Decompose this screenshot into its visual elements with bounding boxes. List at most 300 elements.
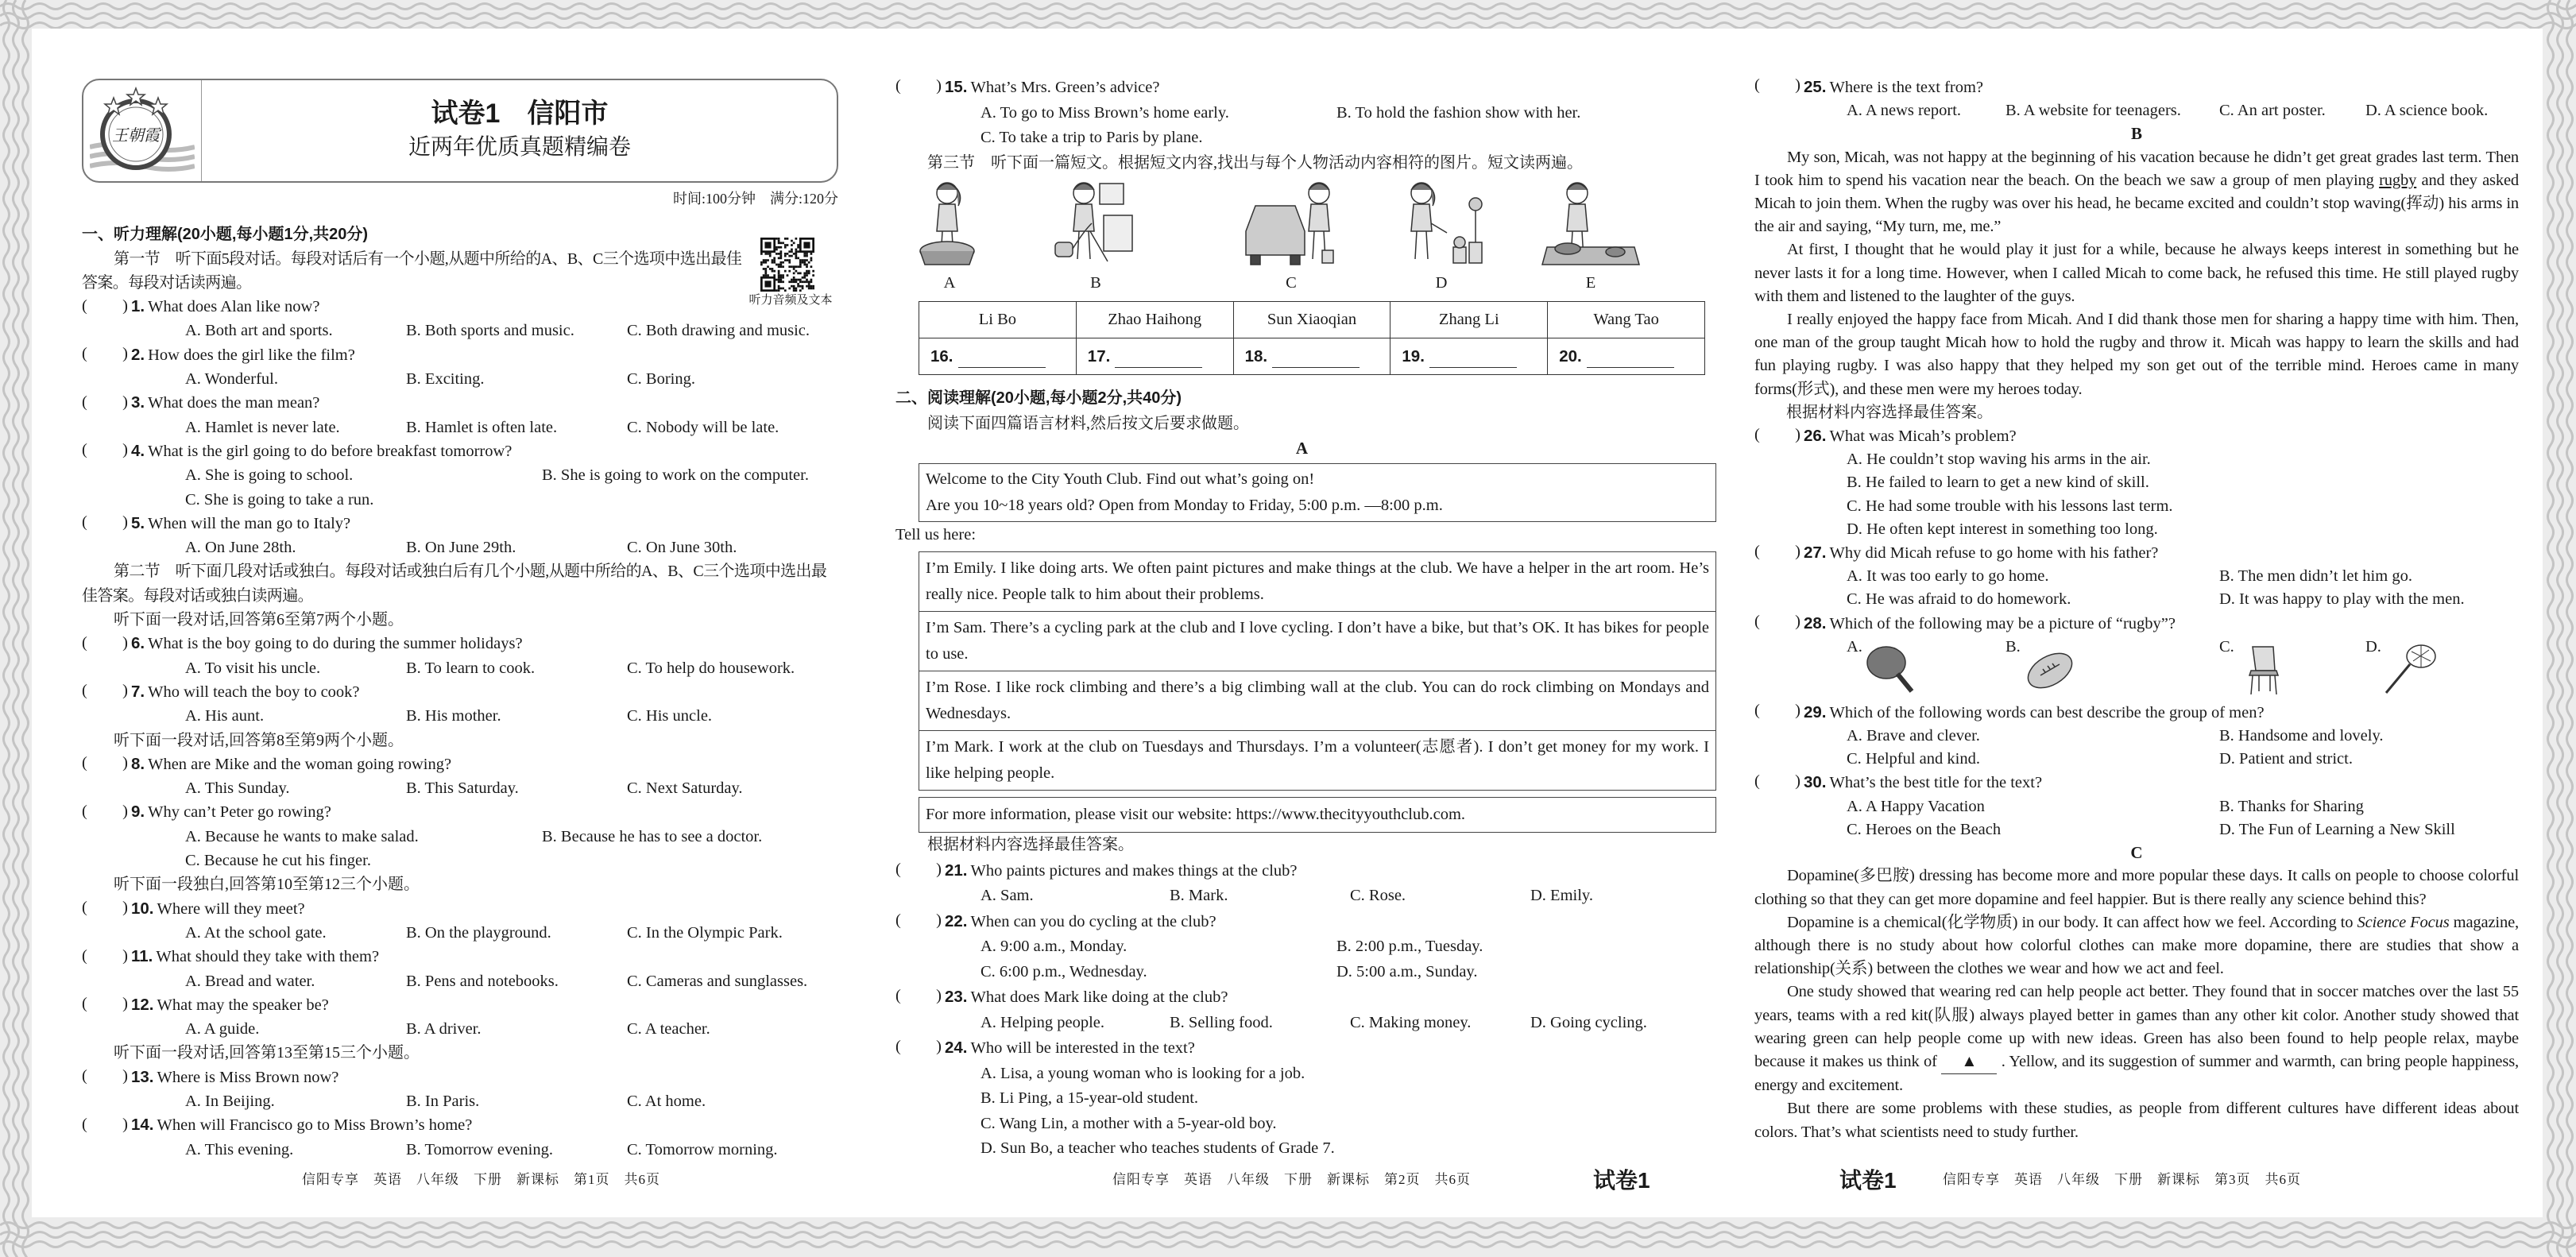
- answer-instruction: 根据材料内容选择最佳答案。: [927, 836, 1134, 853]
- answer-blank[interactable]: [1754, 772, 1804, 788]
- option-b[interactable]: B. Hamlet is often late.: [406, 418, 558, 436]
- question-text: How does the girl like the film?: [148, 346, 355, 364]
- option-a[interactable]: A. Brave and clever.: [1847, 727, 1980, 745]
- person-name: Li Bo: [919, 302, 1077, 338]
- option-row: [82, 1089, 838, 1113]
- option-b[interactable]: B. Tomorrow evening.: [406, 1140, 553, 1158]
- box-text: I’m Emily. I like doing arts. We often paint pictures and make things at the club. We have a helper in the art room. He’s really nice. People talk to him about their problems.: [926, 559, 1709, 603]
- sub-instruction: 听下面一段对话,回答第6至第7两个小题。: [114, 611, 404, 629]
- question-text: What does Mark like doing at the club?: [970, 988, 1228, 1006]
- option-row: [1754, 795, 2519, 818]
- question-text: When will Francisco go to Miss Brown’s home?: [157, 1116, 473, 1135]
- question-26: [1754, 424, 2519, 541]
- question-24: [895, 1035, 1708, 1162]
- answer-blank[interactable]: [895, 76, 945, 93]
- option-row: [895, 1136, 1708, 1162]
- question-stem: [82, 512, 838, 536]
- option-row: [1754, 518, 2519, 541]
- answer-blank[interactable]: [895, 859, 945, 876]
- picture-label: A: [943, 274, 956, 292]
- question-stem: [1754, 541, 2519, 565]
- question-text: When will the man go to Italy?: [148, 514, 351, 532]
- answer-blank[interactable]: [895, 910, 945, 926]
- question-stem: [895, 75, 1708, 101]
- option-row: [82, 849, 838, 872]
- option-row: [1754, 748, 2519, 771]
- passage-title: C: [2130, 843, 2143, 863]
- question-number: 14.: [131, 1116, 154, 1135]
- question-10: [82, 897, 838, 946]
- option-row: [82, 776, 838, 800]
- option-b[interactable]: B. Handsome and lovely.: [2219, 727, 2384, 745]
- option-b[interactable]: B. His mother.: [406, 707, 501, 725]
- question-stem: [82, 993, 838, 1017]
- option-a[interactable]: A. A news report.: [1847, 102, 1962, 120]
- option-c[interactable]: C. Wang Lin, a mother with a 5-year-old boy.: [981, 1114, 1277, 1132]
- answer-line[interactable]: [1272, 346, 1360, 368]
- option-a[interactable]: A. She is going to school.: [185, 466, 354, 485]
- answer-cell[interactable]: [1233, 338, 1390, 375]
- option-b[interactable]: B. Both sports and music.: [406, 322, 574, 340]
- question-text: Who will be interested in the text?: [970, 1039, 1195, 1057]
- qr-code[interactable]: [760, 238, 814, 292]
- answer-blank[interactable]: [895, 986, 945, 1003]
- box-text: Welcome to the City Youth Club. Find out what’s going on! Are you 10~18 years old? Open from Monday to Friday, 5:00 p.m. —8:00 p.m.: [926, 470, 1443, 514]
- answer-blank[interactable]: [1754, 542, 1804, 559]
- person-name: Wang Tao: [1548, 302, 1705, 338]
- option-row: [895, 101, 1708, 126]
- question-number: 2.: [131, 345, 145, 364]
- question-text: What is the boy going to do during the summer holidays?: [148, 635, 523, 653]
- option-d[interactable]: D. Emily.: [1530, 887, 1593, 904]
- option-a[interactable]: A. In Beijing.: [185, 1092, 275, 1110]
- svg-text:王朝霞: 王朝霞: [112, 126, 160, 145]
- option-d[interactable]: D. He often kept interest in something too long.: [1847, 520, 2158, 538]
- option-row: [82, 463, 838, 487]
- club-welcome-box: [919, 463, 1716, 522]
- option-row: [82, 825, 838, 849]
- option-row: [895, 1011, 1708, 1036]
- option-b[interactable]: B. 2:00 p.m., Tuesday.: [1336, 938, 1483, 955]
- person-name: Zhang Li: [1390, 302, 1548, 338]
- option-row: [82, 367, 838, 391]
- passage-paragraph: I really enjoyed the happy face from Micah. And I did thank those men for sharing a happy time with him. Then, one man of the group taught Micah how to hold the rugby and throw it. Micah was happy to learn the skills and had fun playing rugby. I was also happy that they helped my son get out of the terrible mind. Heroes came in many forms(形式), and these men were my heroes today.: [1754, 311, 2519, 398]
- sub-instruction: 听下面一段对话,回答第13至第15三个小题。: [114, 1044, 420, 1062]
- option-a[interactable]: A. This Sunday.: [185, 779, 290, 798]
- option-b[interactable]: B. Selling food.: [1170, 1013, 1273, 1031]
- option-b[interactable]: [2005, 636, 2021, 659]
- answer-blank[interactable]: [82, 680, 131, 697]
- answer-instruction: 根据材料内容选择最佳答案。: [1786, 403, 1993, 421]
- question-23: [895, 984, 1708, 1035]
- publisher-logo: [90, 85, 195, 177]
- time-and-score: 时间:100分钟 满分:120分: [672, 191, 838, 207]
- option-c[interactable]: C. Boring.: [627, 370, 695, 389]
- option-b[interactable]: B. A driver.: [406, 1020, 482, 1038]
- question-stem: [82, 800, 838, 824]
- option-b[interactable]: B. The men didn’t let him go.: [2219, 567, 2412, 586]
- option-c[interactable]: C. He had some trouble with his lessons last term.: [1847, 497, 2173, 515]
- question-stem: [82, 945, 838, 969]
- question-number: 13.: [131, 1067, 154, 1086]
- footer-page-3: 信阳专享 英语 八年级 下册 新课标 第3页 共6页: [1943, 1172, 2301, 1187]
- question-number: 11.: [131, 947, 153, 966]
- question-number: 28.: [1804, 613, 1827, 632]
- paper-title: 试卷1 信阳市: [431, 99, 609, 129]
- passage-paragraph: At first, I thought that he would play it just for a while, because he always keeps interest in something but he never lasts it for a long time. However, when I called Micah to come back, he refused this time. He still played rugby with them and listened to the laughter of the guys.: [1754, 241, 2519, 305]
- option-c[interactable]: C. Helpful and kind.: [1847, 750, 1980, 768]
- option-b[interactable]: B. Mark.: [1170, 887, 1228, 904]
- option-row: [895, 960, 1708, 985]
- option-a[interactable]: A. Because he wants to make salad.: [185, 827, 419, 845]
- matching-table: [919, 301, 1705, 375]
- answer-blank[interactable]: [82, 1066, 131, 1082]
- question-30: [1754, 771, 2519, 841]
- question-14: [82, 1113, 838, 1162]
- option-c[interactable]: C. Because he cut his finger.: [185, 852, 371, 870]
- image-options: [1847, 636, 2519, 701]
- answer-line[interactable]: [1115, 346, 1202, 368]
- question-stem: [82, 752, 838, 776]
- option-a[interactable]: A. Wonderful.: [185, 370, 278, 389]
- question-number: 23.: [945, 988, 968, 1006]
- option-a[interactable]: A. Helping people.: [981, 1013, 1104, 1031]
- boy-washing-car-picture: [1240, 176, 1343, 271]
- question-text: Where is the text from?: [1829, 79, 1984, 96]
- activity-pictures: [895, 176, 1708, 296]
- question-text: What’s Mrs. Green’s advice?: [970, 79, 1160, 96]
- option-b[interactable]: B. He failed to learn to get a new kind of skill.: [1847, 474, 2149, 492]
- box-text: I’m Mark. I work at the club on Tuesdays and Thursdays. I’m a volunteer(志愿者). I don’t get money for my work. I like helping people.: [919, 730, 1715, 790]
- question-1: [82, 295, 838, 343]
- question-text: Where is Miss Brown now?: [157, 1068, 339, 1086]
- question-22: [895, 909, 1708, 985]
- question-text: Which of the following words can best describe the group of men?: [1829, 703, 2265, 721]
- question-21: [895, 858, 1708, 909]
- boy-cooking-picture: [1539, 176, 1642, 271]
- option-c[interactable]: C. To help do housework.: [627, 659, 795, 677]
- paper-tag-page-3: 试卷1: [1839, 1168, 1897, 1193]
- question-number: 25.: [1804, 78, 1827, 96]
- option-a[interactable]: A. Bread and water.: [185, 972, 315, 990]
- option-b[interactable]: B. To learn to cook.: [406, 659, 536, 677]
- option-c[interactable]: C. An art poster.: [2219, 102, 2326, 120]
- option-c[interactable]: C. Both drawing and music.: [627, 322, 810, 340]
- option-b[interactable]: B. This Saturday.: [406, 779, 519, 798]
- answer-blank[interactable]: [1754, 425, 1804, 442]
- footer-page-2: 信阳专享 英语 八年级 下册 新课标 第2页 共6页: [1112, 1172, 1471, 1187]
- option-d[interactable]: D. Sun Bo, a teacher who teaches students of Grade 7.: [981, 1139, 1335, 1157]
- option-d[interactable]: D. 5:00 a.m., Sunday.: [1336, 962, 1478, 980]
- option-row: [1754, 495, 2519, 518]
- question-text: Why did Micah refuse to go home with his father?: [1829, 544, 2159, 563]
- option-b[interactable]: B. A website for teenagers.: [2005, 102, 2181, 120]
- question-stem: [895, 984, 1708, 1011]
- answer-cell[interactable]: [1548, 338, 1705, 375]
- question-3: [82, 391, 838, 439]
- question-13: [82, 1066, 838, 1114]
- question-text: What’s the best title for the text?: [1829, 774, 2043, 792]
- question-text: When are Mike and the woman going rowing?: [148, 755, 452, 773]
- option-b[interactable]: B. Li Ping, a 15-year-old student.: [981, 1089, 1199, 1107]
- question-text: Who paints pictures and makes things at the club?: [970, 861, 1298, 880]
- option-row: [1754, 565, 2519, 588]
- question-number: 21.: [945, 861, 968, 880]
- option-c[interactable]: C. His uncle.: [627, 707, 713, 725]
- option-c[interactable]: C. At home.: [627, 1092, 706, 1110]
- option-row: [1754, 588, 2519, 611]
- option-a[interactable]: A. He couldn’t stop waving his arms in the air.: [1847, 451, 2151, 469]
- answer-line[interactable]: [1587, 346, 1674, 368]
- question-number: 10.: [131, 899, 154, 918]
- option-c[interactable]: C. 6:00 p.m., Wednesday.: [981, 962, 1147, 980]
- option-row: [895, 1112, 1708, 1137]
- option-c[interactable]: C. Nobody will be late.: [627, 418, 779, 436]
- option-row: [82, 969, 838, 993]
- page-2-column: [895, 75, 1708, 1162]
- option-c[interactable]: [2219, 636, 2234, 659]
- option-b[interactable]: B. In Paris.: [406, 1092, 480, 1110]
- option-row: [1754, 471, 2519, 494]
- question-4: [82, 439, 838, 512]
- option-c[interactable]: C. A teacher.: [627, 1020, 710, 1038]
- option-d[interactable]: D. Patient and strict.: [2219, 750, 2353, 768]
- footer-page-1: 信阳专享 英语 八年级 下册 新课标 第1页 共6页: [302, 1172, 660, 1187]
- option-b[interactable]: B. To hold the fashion show with her.: [1336, 103, 1581, 122]
- question-27: [1754, 541, 2519, 612]
- option-row: [82, 536, 838, 559]
- question-text: What was Micah’s problem?: [1829, 427, 2017, 446]
- option-a[interactable]: A. Lisa, a young woman who is looking for a job.: [981, 1064, 1305, 1082]
- question-9: [82, 800, 838, 872]
- question-number: 26.: [1804, 427, 1827, 446]
- option-c[interactable]: C. She is going to take a run.: [185, 490, 374, 509]
- answer-blank[interactable]: [82, 752, 131, 769]
- sub-instruction: 听下面一段独白,回答第10至第12三个小题。: [114, 876, 420, 894]
- answer-blank[interactable]: [82, 296, 131, 312]
- sub-instruction: 阅读下面四篇语言材料,然后按文后要求做题。: [927, 414, 1249, 432]
- option-d[interactable]: D. A science book.: [2365, 102, 2489, 120]
- option-d[interactable]: [2365, 636, 2381, 659]
- box-text: I’m Rose. I like rock climbing and there’s a big climbing wall at the club. You can do rock climbing on Mondays and Wednesdays.: [919, 671, 1715, 730]
- question-stem: [82, 632, 838, 656]
- question-7: [82, 680, 838, 729]
- option-label: B.: [2005, 637, 2021, 656]
- option-c[interactable]: C. Cameras and sunglasses.: [627, 972, 808, 990]
- page-1-column: [82, 79, 838, 1162]
- option-d[interactable]: D. It was happy to play with the men.: [2219, 590, 2465, 609]
- option-c[interactable]: C. Next Saturday.: [627, 779, 743, 798]
- question-number: 5.: [131, 513, 145, 532]
- option-row: [82, 921, 838, 945]
- option-row: [1754, 99, 2519, 122]
- box-text: I’m Sam. There’s a cycling park at the club and I love cycling. I don’t have a bike, but that’s OK. It has bikes for people to use.: [919, 611, 1715, 671]
- question-number: 6.: [131, 634, 145, 653]
- question-11: [82, 945, 838, 993]
- question-number: 15.: [945, 78, 968, 96]
- option-c[interactable]: C. Tomorrow morning.: [627, 1140, 778, 1158]
- answer-blank[interactable]: [82, 392, 131, 408]
- answer-blank[interactable]: [1754, 612, 1804, 628]
- section-heading: 二、阅读理解(20小题,每小题2分,共40分): [895, 389, 1182, 407]
- option-c[interactable]: C. To take a trip to Paris by plane.: [981, 129, 1203, 146]
- question-number: 24.: [945, 1038, 968, 1057]
- option-c[interactable]: C. Heroes on the Beach: [1847, 820, 2002, 838]
- question-stem: [82, 391, 838, 415]
- answer-blank[interactable]: [82, 897, 131, 914]
- title-banner: [82, 79, 838, 183]
- option-row: [895, 934, 1708, 960]
- option-b[interactable]: B. On the playground.: [406, 923, 551, 942]
- option-row: [895, 126, 1708, 151]
- answer-blank[interactable]: [82, 632, 131, 649]
- question-text: What does the man mean?: [148, 394, 320, 412]
- answer-blank[interactable]: [82, 512, 131, 528]
- option-c[interactable]: C. Making money.: [1350, 1013, 1472, 1031]
- passage-paragraph: My son, Micah, was not happy at the beginning of his vacation because he didn’t get great grades last term. Then I took him to spend his vacation near the beach. On the beach we saw a group of men playing rugby and they asked Micah to join them. When the rugby was over his head, he became excited and couldn’t stop waving(挥动) his arms in the air and saying, “My turn, me, me.”: [1754, 148, 2519, 236]
- option-label: A.: [1847, 637, 1862, 656]
- answer-cell[interactable]: [919, 338, 1077, 375]
- option-row: [82, 1017, 838, 1041]
- option-label: C.: [2219, 637, 2234, 656]
- paper-subtitle: 近两年优质真题精编卷: [408, 134, 631, 159]
- option-b[interactable]: B. Exciting.: [406, 370, 485, 389]
- question-stem: [1754, 771, 2519, 795]
- question-number: 22.: [945, 911, 968, 930]
- question-8: [82, 752, 838, 801]
- question-stem: [82, 1066, 838, 1089]
- option-row: [895, 1062, 1708, 1087]
- picture-label: B: [1090, 274, 1101, 292]
- option-a[interactable]: A. Hamlet is never late.: [185, 418, 340, 436]
- question-number: 7.: [131, 682, 145, 701]
- question-text: Where will they meet?: [157, 899, 305, 918]
- picture-label: E: [1585, 274, 1596, 292]
- picture-label: C: [1286, 274, 1297, 292]
- option-a[interactable]: A. At the school gate.: [185, 923, 327, 942]
- option-b[interactable]: B. She is going to work on the computer.: [542, 466, 809, 485]
- tell-us-label: Tell us here:: [895, 525, 977, 543]
- blank-number: 16.: [930, 347, 953, 365]
- question-25: [1754, 75, 2519, 122]
- blank-number: 18.: [1244, 347, 1268, 365]
- paper-tag-page-2: 试卷1: [1593, 1168, 1650, 1193]
- option-a[interactable]: A. On June 28th.: [185, 539, 296, 557]
- option-a[interactable]: A. To go to Miss Brown’s home early.: [981, 103, 1229, 122]
- option-d[interactable]: D. The Fun of Learning a New Skill: [2219, 820, 2455, 838]
- section-heading: 一、听力理解(20小题,每小题1分,共20分): [82, 226, 369, 244]
- answer-blank[interactable]: [82, 1114, 131, 1131]
- answer-line[interactable]: [1429, 346, 1517, 368]
- question-text: What is the girl going to do before breakfast tomorrow?: [148, 442, 512, 460]
- table-tennis-bat-icon: [1862, 639, 1920, 698]
- question-stem: [1754, 75, 2519, 99]
- answer-blank[interactable]: [82, 343, 131, 360]
- net-icon: [2381, 639, 2439, 698]
- question-number: 12.: [131, 995, 154, 1014]
- box-text: For more information, please visit our website: https://www.thecityyouthclub.com.: [926, 806, 1466, 823]
- member-posts-box: [919, 551, 1716, 791]
- question-number: 9.: [131, 803, 145, 822]
- question-number: 27.: [1804, 543, 1827, 563]
- question-stem: [895, 909, 1708, 935]
- answer-row: [919, 338, 1705, 375]
- question-text: What may the speaker be?: [157, 996, 329, 1014]
- option-row: [82, 656, 838, 680]
- question-number: 4.: [131, 441, 145, 460]
- answer-cell[interactable]: [1076, 338, 1233, 375]
- answer-blank[interactable]: [1754, 76, 1804, 93]
- question-12: [82, 993, 838, 1042]
- page-3-column: [1754, 75, 2519, 1144]
- question-number: 8.: [131, 754, 145, 773]
- person-name: Zhao Haihong: [1076, 302, 1233, 338]
- option-c[interactable]: C. He was afraid to do homework.: [1847, 590, 2071, 609]
- question-stem: [82, 897, 838, 921]
- option-a[interactable]: A. A Happy Vacation: [1847, 797, 1985, 815]
- option-a[interactable]: [1847, 636, 1862, 659]
- option-a[interactable]: A. His aunt.: [185, 707, 265, 725]
- answer-blank[interactable]: [82, 993, 131, 1010]
- sub-instruction: 第三节 听下面一篇短文。根据短文内容,找出与每个人物活动内容相符的图片。短文读两遍。: [927, 153, 1583, 172]
- question-text: What does Alan like now?: [148, 298, 320, 316]
- option-c[interactable]: C. In the Olympic Park.: [627, 923, 783, 942]
- option-a[interactable]: A. Sam.: [981, 887, 1034, 904]
- option-a[interactable]: A. Both art and sports.: [185, 322, 333, 340]
- passage-paragraph: Dopamine is a chemical(化学物质) in our body. It can affect how we feel. According to Science Focus magazine, although there is no study about how colorful clothes can make more dopamine, there are studies that show a relationship(关系) between the clothes we wear and how we act and feel.: [1754, 913, 2519, 978]
- option-row: [1754, 725, 2519, 748]
- option-row: [82, 416, 838, 439]
- option-b[interactable]: B. Thanks for Sharing: [2219, 797, 2364, 815]
- option-c[interactable]: C. Rose.: [1350, 887, 1406, 904]
- option-b[interactable]: B. Pens and notebooks.: [406, 972, 559, 990]
- option-c[interactable]: C. On June 30th.: [627, 539, 737, 557]
- question-text: Who will teach the boy to cook?: [148, 683, 360, 701]
- girl-washing-clothes-picture: [898, 176, 1001, 271]
- option-a[interactable]: A. 9:00 a.m., Monday.: [981, 938, 1127, 955]
- answer-blank[interactable]: [1754, 701, 1804, 717]
- option-a[interactable]: A. A guide.: [185, 1020, 260, 1038]
- blank-number: 17.: [1087, 347, 1111, 365]
- section-instruction: 第一节 听下面5段对话。每段对话后有一个小题,从题中所给的A、B、C三个选项中选出最佳答案。每段对话读两遍。: [82, 249, 742, 292]
- qr-caption: 听力音频及文本: [748, 293, 833, 307]
- question-stem: [895, 858, 1708, 884]
- answer-blank[interactable]: [895, 1037, 945, 1054]
- chair-icon: [2235, 639, 2292, 698]
- question-number: 30.: [1804, 773, 1827, 792]
- option-b[interactable]: B. Because he has to see a doctor.: [542, 827, 763, 845]
- answer-cell[interactable]: [1390, 338, 1548, 375]
- answer-blank[interactable]: [82, 946, 131, 962]
- question-stem: [1754, 701, 2519, 725]
- option-d[interactable]: D. Going cycling.: [1530, 1013, 1647, 1031]
- option-a[interactable]: A. It was too early to go home.: [1847, 567, 2049, 586]
- question-stem: [1754, 612, 2519, 636]
- section-instruction: 第二节 听下面几段对话或独白。每段对话或独白后有几个小题,从题中所给的A、B、C三个选项中选出最佳答案。每段对话或独白读两遍。: [82, 563, 827, 605]
- option-b[interactable]: B. On June 29th.: [406, 539, 516, 557]
- option-a[interactable]: A. To visit his uncle.: [185, 659, 321, 677]
- answer-line[interactable]: [958, 346, 1046, 368]
- question-text: Which of the following may be a picture of “rugby”?: [1829, 614, 2176, 632]
- blank-number: 20.: [1559, 347, 1582, 365]
- option-a[interactable]: A. This evening.: [185, 1140, 294, 1158]
- answer-blank[interactable]: [82, 801, 131, 818]
- question-number: 29.: [1804, 702, 1827, 721]
- girl-watering-plants-picture: [1390, 176, 1493, 271]
- answer-blank[interactable]: [82, 439, 131, 456]
- passage-title: B: [2130, 124, 2142, 144]
- question-text: When can you do cycling at the club?: [970, 912, 1216, 930]
